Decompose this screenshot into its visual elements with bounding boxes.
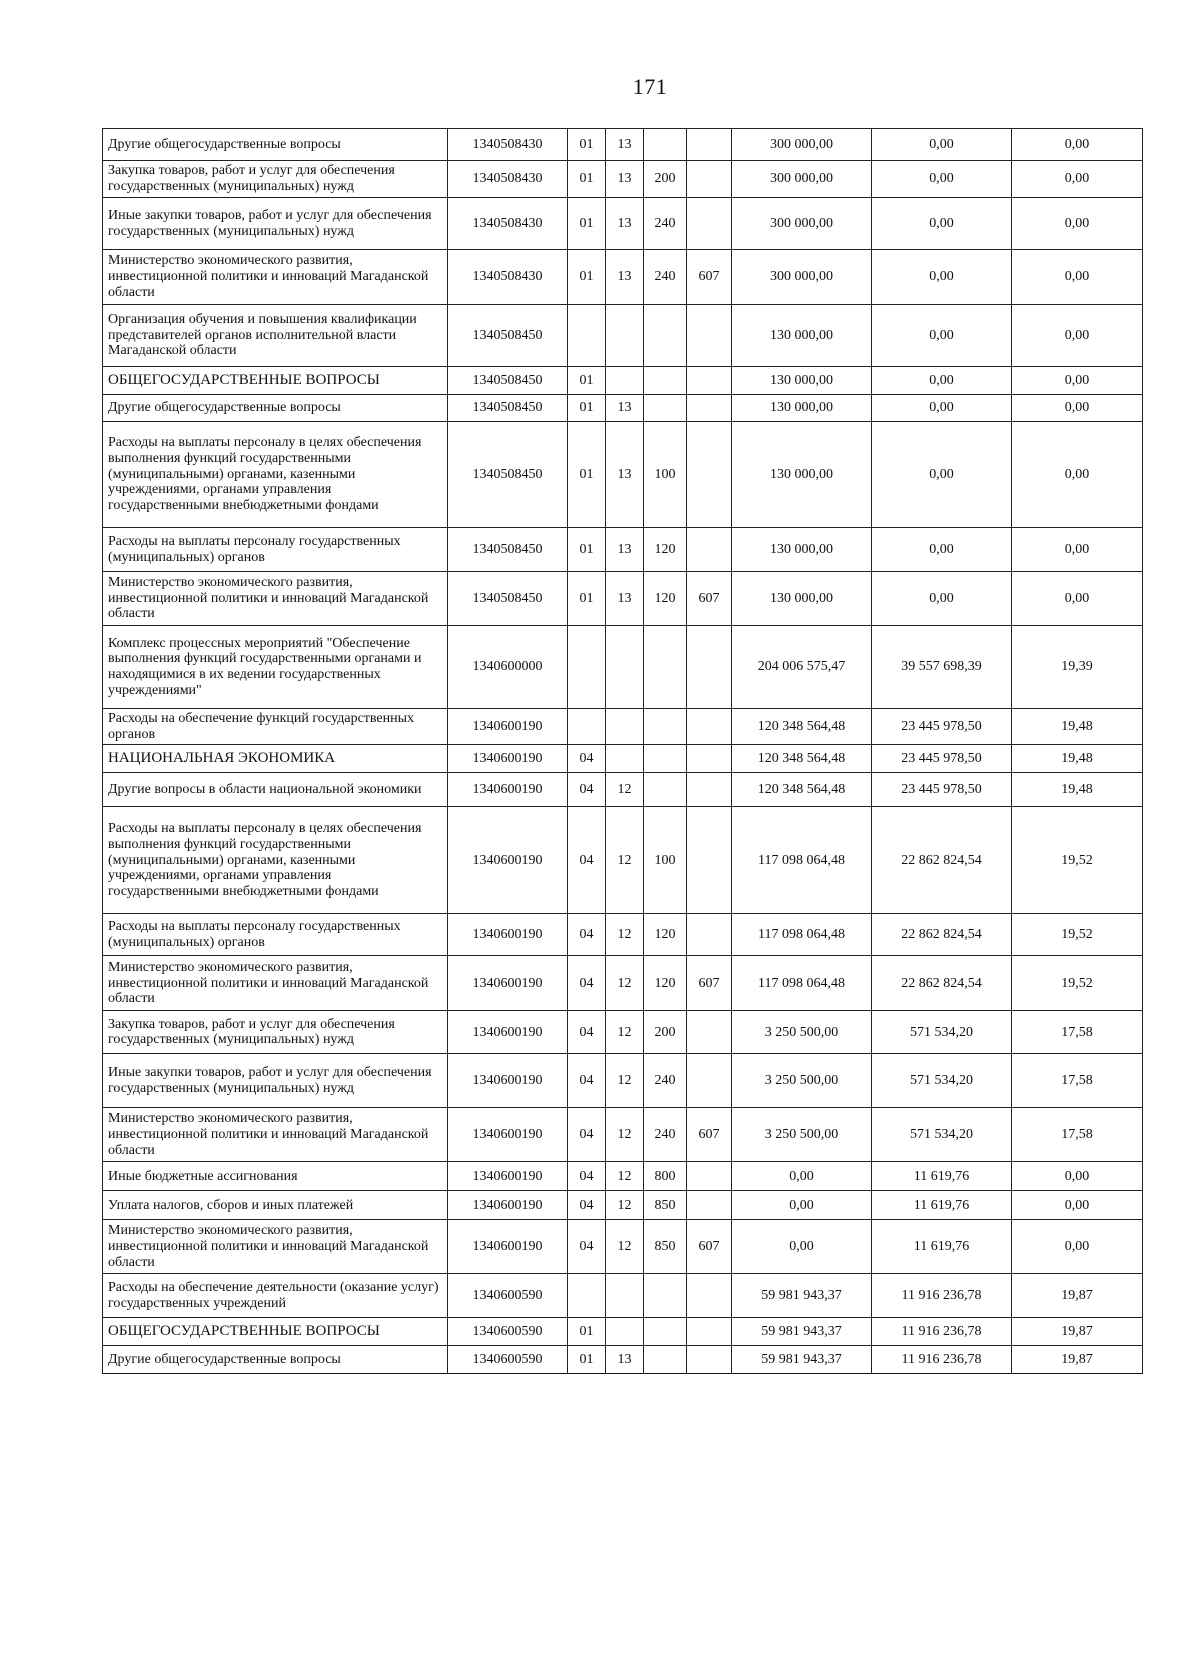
executed-amount: 571 534,20 [872,1108,1012,1162]
administrator-code [687,161,732,198]
administrator-code: 607 [687,1108,732,1162]
table-row [103,1318,1143,1346]
target-article-code: 1340508430 [448,129,568,161]
subsection-code: 12 [606,1054,644,1108]
execution-percent: 19,87 [1012,1346,1143,1374]
execution-percent: 19,87 [1012,1274,1143,1318]
expense-type-code [644,1274,687,1318]
planned-amount: 59 981 943,37 [732,1274,872,1318]
executed-amount: 23 445 978,50 [872,709,1012,745]
administrator-code [687,367,732,395]
execution-percent: 0,00 [1012,305,1143,367]
execution-percent: 0,00 [1012,198,1143,250]
table-row [103,198,1143,250]
page-number: 171 [632,74,668,99]
expense-type-code [644,745,687,773]
expense-type-code: 240 [644,1054,687,1108]
execution-percent: 19,52 [1012,914,1143,956]
section-code: 01 [568,422,606,528]
expense-type-code: 850 [644,1220,687,1274]
execution-percent: 0,00 [1012,129,1143,161]
expense-name: Другие вопросы в области национальной экономики [103,773,448,807]
expense-type-code: 120 [644,528,687,572]
table-row [103,807,1143,914]
expense-type-code: 800 [644,1162,687,1191]
section-code: 04 [568,773,606,807]
planned-amount: 130 000,00 [732,528,872,572]
executed-amount: 0,00 [872,528,1012,572]
section-code: 01 [568,129,606,161]
target-article-code: 1340508450 [448,305,568,367]
execution-percent: 0,00 [1012,1162,1143,1191]
expense-name: Министерство экономического развития, инвестиционной политики и инноваций Магаданской области [103,1108,448,1162]
administrator-code: 607 [687,572,732,626]
executed-amount: 11 916 236,78 [872,1346,1012,1374]
executed-amount: 11 916 236,78 [872,1274,1012,1318]
section-code: 01 [568,250,606,305]
table-row [103,572,1143,626]
table-row [103,914,1143,956]
section-code: 01 [568,528,606,572]
planned-amount: 117 098 064,48 [732,914,872,956]
target-article-code: 1340508450 [448,528,568,572]
subsection-code: 12 [606,807,644,914]
executed-amount: 23 445 978,50 [872,773,1012,807]
table-row [103,305,1143,367]
table-row [103,1054,1143,1108]
expense-name: Расходы на выплаты персоналу в целях обеспечения выполнения функций государственными (муниципальными) органами, казенными учреждениями, органами управления государственными внебюджетными фондами [103,422,448,528]
expense-name: Другие общегосударственные вопросы [103,395,448,422]
target-article-code: 1340600190 [448,1162,568,1191]
planned-amount: 120 348 564,48 [732,773,872,807]
table-row [103,956,1143,1011]
expense-type-code [644,367,687,395]
administrator-code: 607 [687,1220,732,1274]
target-article-code: 1340600190 [448,1220,568,1274]
target-article-code: 1340600000 [448,626,568,709]
section-code: 04 [568,1191,606,1220]
target-article-code: 1340600590 [448,1274,568,1318]
target-article-code: 1340600190 [448,807,568,914]
expense-name: ОБЩЕГОСУДАРСТВЕННЫЕ ВОПРОСЫ [103,1318,448,1346]
administrator-code [687,1318,732,1346]
subsection-code: 13 [606,395,644,422]
administrator-code [687,422,732,528]
section-code: 04 [568,1108,606,1162]
executed-amount: 0,00 [872,198,1012,250]
expense-name: Иные закупки товаров, работ и услуг для обеспечения государственных (муниципальных) нужд [103,1054,448,1108]
execution-percent: 0,00 [1012,250,1143,305]
planned-amount: 204 006 575,47 [732,626,872,709]
planned-amount: 59 981 943,37 [732,1318,872,1346]
planned-amount: 117 098 064,48 [732,956,872,1011]
expense-name: Иные бюджетные ассигнования [103,1162,448,1191]
target-article-code: 1340600190 [448,773,568,807]
table-row [103,395,1143,422]
execution-percent: 19,48 [1012,745,1143,773]
executed-amount: 0,00 [872,422,1012,528]
administrator-code [687,129,732,161]
subsection-code [606,1318,644,1346]
expense-name: Другие общегосударственные вопросы [103,129,448,161]
execution-percent: 0,00 [1012,572,1143,626]
expense-name: Расходы на обеспечение функций государственных органов [103,709,448,745]
subsection-code: 12 [606,1011,644,1054]
expense-type-code [644,129,687,161]
table-row [103,1108,1143,1162]
table-row [103,422,1143,528]
planned-amount: 3 250 500,00 [732,1011,872,1054]
expense-type-code: 240 [644,198,687,250]
executed-amount: 22 862 824,54 [872,807,1012,914]
expense-name: Комплекс процессных мероприятий "Обеспечение выполнения функций государственными органами и находящимися в их ведении государственных учреждениями" [103,626,448,709]
planned-amount: 300 000,00 [732,198,872,250]
executed-amount: 571 534,20 [872,1054,1012,1108]
administrator-code [687,745,732,773]
target-article-code: 1340508450 [448,367,568,395]
table-body [103,129,1143,1374]
administrator-code [687,773,732,807]
expense-type-code [644,395,687,422]
expense-type-code: 200 [644,161,687,198]
execution-percent: 0,00 [1012,161,1143,198]
expense-type-code: 120 [644,914,687,956]
executed-amount: 11 619,76 [872,1191,1012,1220]
execution-percent: 0,00 [1012,422,1143,528]
target-article-code: 1340508450 [448,572,568,626]
expense-type-code [644,1318,687,1346]
expense-name: Другие общегосударственные вопросы [103,1346,448,1374]
execution-percent: 19,52 [1012,807,1143,914]
expense-name: Министерство экономического развития, инвестиционной политики и инноваций Магаданской области [103,1220,448,1274]
executed-amount: 0,00 [872,395,1012,422]
executed-amount: 0,00 [872,572,1012,626]
section-code: 01 [568,395,606,422]
subsection-code [606,626,644,709]
expense-type-code: 100 [644,422,687,528]
executed-amount: 0,00 [872,305,1012,367]
expense-type-code: 120 [644,572,687,626]
planned-amount: 130 000,00 [732,367,872,395]
subsection-code [606,709,644,745]
administrator-code [687,1191,732,1220]
executed-amount: 23 445 978,50 [872,745,1012,773]
table-row [103,745,1143,773]
subsection-code: 12 [606,773,644,807]
executed-amount: 39 557 698,39 [872,626,1012,709]
subsection-code: 13 [606,198,644,250]
table-row [103,1162,1143,1191]
section-code [568,305,606,367]
subsection-code: 13 [606,572,644,626]
expense-name: Министерство экономического развития, инвестиционной политики и инноваций Магаданской области [103,250,448,305]
section-code: 01 [568,367,606,395]
administrator-code [687,1274,732,1318]
expense-name: Иные закупки товаров, работ и услуг для обеспечения государственных (муниципальных) нужд [103,198,448,250]
expense-type-code [644,305,687,367]
target-article-code: 1340508430 [448,250,568,305]
executed-amount: 0,00 [872,367,1012,395]
table-row [103,626,1143,709]
planned-amount: 130 000,00 [732,572,872,626]
target-article-code: 1340508450 [448,422,568,528]
table-row [103,528,1143,572]
administrator-code [687,395,732,422]
administrator-code [687,914,732,956]
planned-amount: 3 250 500,00 [732,1054,872,1108]
section-code: 04 [568,745,606,773]
execution-percent: 19,39 [1012,626,1143,709]
planned-amount: 300 000,00 [732,161,872,198]
subsection-code: 12 [606,1220,644,1274]
target-article-code: 1340600190 [448,709,568,745]
executed-amount: 571 534,20 [872,1011,1012,1054]
execution-percent: 19,48 [1012,709,1143,745]
section-code: 01 [568,1318,606,1346]
target-article-code: 1340600190 [448,914,568,956]
expense-name: ОБЩЕГОСУДАРСТВЕННЫЕ ВОПРОСЫ [103,367,448,395]
expense-type-code [644,773,687,807]
planned-amount: 3 250 500,00 [732,1108,872,1162]
expense-type-code: 120 [644,956,687,1011]
planned-amount: 300 000,00 [732,250,872,305]
subsection-code [606,367,644,395]
administrator-code: 607 [687,956,732,1011]
section-code: 04 [568,956,606,1011]
subsection-code: 12 [606,956,644,1011]
section-code: 04 [568,914,606,956]
execution-percent: 0,00 [1012,395,1143,422]
planned-amount: 300 000,00 [732,129,872,161]
planned-amount: 120 348 564,48 [732,745,872,773]
subsection-code: 12 [606,1108,644,1162]
table-row [103,129,1143,161]
executed-amount: 22 862 824,54 [872,914,1012,956]
section-code: 01 [568,198,606,250]
section-code [568,1274,606,1318]
table-row [103,250,1143,305]
subsection-code: 13 [606,1346,644,1374]
planned-amount: 0,00 [732,1220,872,1274]
expense-type-code: 100 [644,807,687,914]
table-row [103,161,1143,198]
execution-percent: 19,48 [1012,773,1143,807]
expense-type-code [644,626,687,709]
table-row [103,709,1143,745]
execution-percent: 19,52 [1012,956,1143,1011]
target-article-code: 1340600190 [448,956,568,1011]
table-row [103,1346,1143,1374]
execution-percent: 19,87 [1012,1318,1143,1346]
target-article-code: 1340508450 [448,395,568,422]
expense-type-code [644,709,687,745]
subsection-code: 13 [606,129,644,161]
planned-amount: 120 348 564,48 [732,709,872,745]
expense-type-code: 200 [644,1011,687,1054]
expense-name: Закупка товаров, работ и услуг для обеспечения государственных (муниципальных) нужд [103,1011,448,1054]
expense-name: Расходы на выплаты персоналу в целях обеспечения выполнения функций государственными (муниципальными) органами, казенными учреждениями, органами управления государственными внебюджетными фондами [103,807,448,914]
section-code: 04 [568,1054,606,1108]
planned-amount: 59 981 943,37 [732,1346,872,1374]
expense-name: Расходы на выплаты персоналу государственных (муниципальных) органов [103,914,448,956]
planned-amount: 117 098 064,48 [732,807,872,914]
expense-name: Расходы на выплаты персоналу государственных (муниципальных) органов [103,528,448,572]
subsection-code [606,305,644,367]
executed-amount: 0,00 [872,250,1012,305]
expense-type-code: 850 [644,1191,687,1220]
administrator-code [687,1054,732,1108]
subsection-code: 12 [606,914,644,956]
section-code [568,709,606,745]
table-row [103,1274,1143,1318]
section-code: 04 [568,1220,606,1274]
target-article-code: 1340600190 [448,1108,568,1162]
expense-type-code: 240 [644,1108,687,1162]
administrator-code: 607 [687,250,732,305]
administrator-code [687,198,732,250]
expense-name: Министерство экономического развития, инвестиционной политики и инноваций Магаданской области [103,956,448,1011]
expense-name: Министерство экономического развития, инвестиционной политики и инноваций Магаданской области [103,572,448,626]
planned-amount: 130 000,00 [732,422,872,528]
subsection-code: 12 [606,1191,644,1220]
administrator-code [687,626,732,709]
executed-amount: 22 862 824,54 [872,956,1012,1011]
executed-amount: 11 619,76 [872,1220,1012,1274]
table-row [103,1011,1143,1054]
target-article-code: 1340508430 [448,161,568,198]
execution-percent: 0,00 [1012,1220,1143,1274]
target-article-code: 1340600190 [448,1191,568,1220]
planned-amount: 130 000,00 [732,395,872,422]
administrator-code [687,1162,732,1191]
administrator-code [687,1011,732,1054]
section-code: 04 [568,1011,606,1054]
executed-amount: 0,00 [872,161,1012,198]
subsection-code: 13 [606,422,644,528]
table-row [103,367,1143,395]
execution-percent: 17,58 [1012,1054,1143,1108]
execution-percent: 17,58 [1012,1108,1143,1162]
expense-type-code: 240 [644,250,687,305]
administrator-code [687,1346,732,1374]
expense-name: Организация обучения и повышения квалификации представителей органов исполнительной власти Магаданской области [103,305,448,367]
table-row [103,1191,1143,1220]
expense-type-code [644,1346,687,1374]
subsection-code [606,1274,644,1318]
subsection-code: 13 [606,161,644,198]
execution-percent: 0,00 [1012,367,1143,395]
administrator-code [687,709,732,745]
target-article-code: 1340600190 [448,1054,568,1108]
execution-percent: 0,00 [1012,528,1143,572]
expense-name: Уплата налогов, сборов и иных платежей [103,1191,448,1220]
subsection-code: 13 [606,250,644,305]
target-article-code: 1340600590 [448,1318,568,1346]
expense-name: Закупка товаров, работ и услуг для обеспечения государственных (муниципальных) нужд [103,161,448,198]
section-code: 01 [568,1346,606,1374]
target-article-code: 1340508430 [448,198,568,250]
planned-amount: 0,00 [732,1162,872,1191]
execution-percent: 17,58 [1012,1011,1143,1054]
administrator-code [687,305,732,367]
table-row [103,773,1143,807]
planned-amount: 0,00 [732,1191,872,1220]
target-article-code: 1340600590 [448,1346,568,1374]
execution-percent: 0,00 [1012,1191,1143,1220]
section-code: 04 [568,1162,606,1191]
executed-amount: 0,00 [872,129,1012,161]
administrator-code [687,807,732,914]
section-code: 01 [568,161,606,198]
budget-table [102,128,1143,1374]
planned-amount: 130 000,00 [732,305,872,367]
subsection-code [606,745,644,773]
subsection-code: 12 [606,1162,644,1191]
section-code: 01 [568,572,606,626]
administrator-code [687,528,732,572]
executed-amount: 11 619,76 [872,1162,1012,1191]
table-row [103,1220,1143,1274]
expense-name: Расходы на обеспечение деятельности (оказание услуг) государственных учреждений [103,1274,448,1318]
section-code [568,626,606,709]
target-article-code: 1340600190 [448,745,568,773]
subsection-code: 13 [606,528,644,572]
section-code: 04 [568,807,606,914]
executed-amount: 11 916 236,78 [872,1318,1012,1346]
target-article-code: 1340600190 [448,1011,568,1054]
expense-name: НАЦИОНАЛЬНАЯ ЭКОНОМИКА [103,745,448,773]
